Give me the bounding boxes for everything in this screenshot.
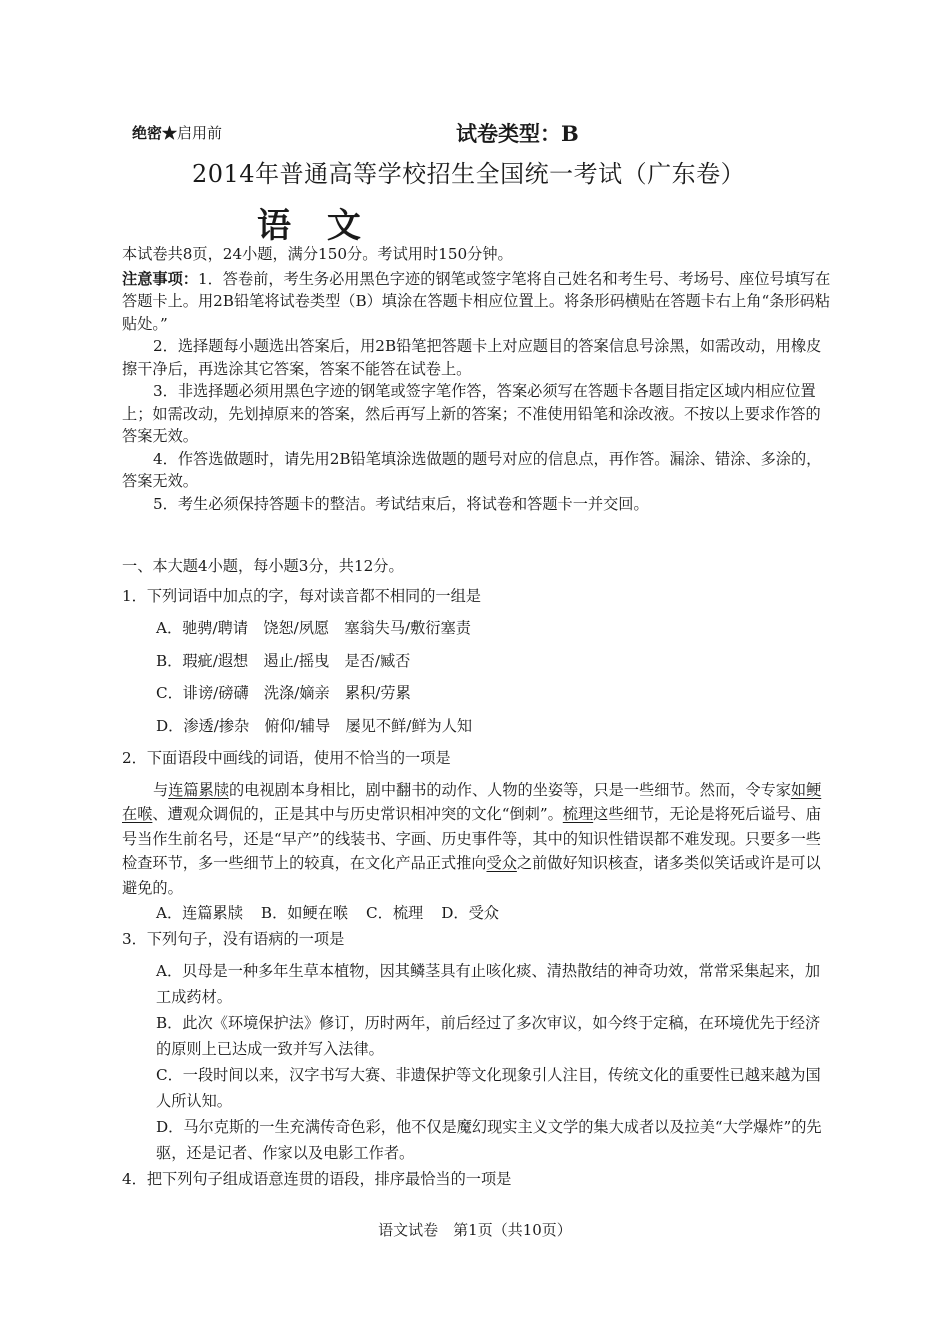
- notice-label: 注意事项：: [122, 269, 198, 288]
- notice-item-5: 5．考生必须保持答题卡的整洁。考试结束后，将试卷和答题卡一并交回。: [153, 494, 649, 513]
- q2-underlined-term: 如鲠在喉: [122, 780, 822, 823]
- q3-option-c: C．一段时间以来，汉字书写大赛、非遗保护等文化现象引人注目，传统文化的重要性已越来越为国人所认知。: [156, 1066, 821, 1110]
- q1-option-d: D．渗透/掺杂 俯仰/辅导 屡见不鲜/鲜为人知: [156, 716, 473, 735]
- notice-item-1-text: 1．答卷前，考生务必用黑色字迹的钢笔或签字笔将自己姓名和考生号、考场号、座位号填写在答题卡上。用2B铅笔将试卷类型（B）填涂在答题卡相应位置上。将条形码横贴在答题卡右上角“条形码粘贴处。”: [122, 269, 831, 333]
- q2-passage-text: 这些细节，无论是将死后谥号、庙号当作生前名号，还是“早产”的线装书、字画、历史事件等，其中的知识性错误都不难发现。只要多一些检查环节，多一些细节上的较真，在文化产品正式推向: [122, 805, 821, 872]
- section-heading: 一、本大题4小题，每小题3分，共12分。: [122, 557, 404, 575]
- q2-option-c: C．梳理: [366, 904, 424, 922]
- q2-option-d: D．受众: [441, 904, 499, 922]
- q2-underlined-term: 受众: [486, 854, 517, 872]
- q3-stem: 3．下列句子，没有语病的一项是: [122, 929, 345, 948]
- subject-title: 语 文: [257, 206, 373, 246]
- paper-type: 试卷类型：B: [456, 121, 579, 146]
- confidential-mark: [132, 122, 222, 143]
- q1-stem: 1．下列词语中加点的字，每对读音都不相同的一组是: [122, 586, 481, 605]
- notice-item-2: 2．选择题每小题选出答案后，用2B铅笔把答题卡上对应题目的答案信息号涂黑，如需改动，用橡皮擦干净后，再选涂其它答案，答案不能答在试卷上。: [122, 337, 822, 378]
- q2-passage-text: 与: [153, 780, 169, 799]
- q2-underlined-term: 梳理: [562, 805, 594, 823]
- q3-option-d: D．马尔克斯的一生充满传奇色彩，他不仅是魔幻现实主义文学的集大成者以及拉美“大学爆炸”的先驱，还是记者、作家以及电影工作者。: [156, 1118, 822, 1162]
- q2-passage-text: 、遭观众调侃的，正是其中与历史常识相冲突的文化“倒刺”。: [152, 805, 563, 823]
- q1-option-a: A．驰骋/聘请 饶恕/夙愿 塞翁失马/敷衍塞责: [156, 619, 471, 637]
- exam-title: 2014年普通高等学校招生全国统一考试（广东卷）: [192, 160, 746, 188]
- notice-item-3: 3．非选择题必须用黑色字迹的钢笔或签字笔作答，答案必须写在答题卡各题目指定区域内相应位置上；如需改动，先划掉原来的答案，然后再写上新的答案；不准使用铅笔和涂改液。不按以上要求作答的答案无效。: [122, 382, 821, 445]
- confidential-bold: 绝密★: [132, 124, 178, 142]
- q2-option-a: A．连篇累牍: [156, 904, 243, 922]
- instructions: [122, 243, 832, 515]
- notice-item-1: [122, 268, 832, 336]
- q2-option-b: B．如鲠在喉: [260, 904, 349, 922]
- q4-stem: 4．把下列句子组成语意连贯的语段，排序最恰当的一项是: [122, 1170, 512, 1188]
- notice-item-4: 4．作答选做题时，请先用2B铅笔填涂选做题的题号对应的信息点，再作答。漏涂、错涂、多涂的，答案无效。: [122, 449, 822, 490]
- q2-passage-text: 的电视剧本身相比，剧中翻书的动作、人物的坐姿等，只是一些细节。然而，令专家: [228, 780, 791, 799]
- q2-passage-text: 之前做好知识核查，诸多类似笑话或许是可以避免的。: [122, 854, 821, 897]
- q1-option-b: B．瑕疵/遐想 遏止/摇曳 是否/臧否: [156, 651, 411, 670]
- q2-options: [122, 902, 832, 925]
- q2-stem: 2．下面语段中画线的词语，使用不恰当的一项是: [122, 749, 451, 767]
- q1-option-c: C．诽谤/磅礴 洗涤/嫡亲 累积/劳累: [156, 684, 411, 702]
- page-footer: 语文试卷 第1页（共10页）: [378, 1221, 572, 1239]
- confidential-rest: 启用前: [177, 124, 223, 142]
- q2-passage: [122, 778, 832, 901]
- q3-option-a: A．贝母是一种多年生草本植物，因其鳞茎具有止咳化痰、清热散结的神奇功效，常常采集起来，加工成药材。: [156, 962, 821, 1006]
- intro-line: 本试卷共8页，24小题，满分150分。考试用时150分钟。: [122, 245, 513, 263]
- q2-underlined-term: 连篇累牍: [168, 780, 229, 799]
- q3-option-b: B．此次《环境保护法》修订，历时两年，前后经过了多次审议，如今终于定稿，在环境优先于经济的原则上已达成一致并写入法律。: [156, 1014, 821, 1058]
- section-one: [122, 555, 832, 1191]
